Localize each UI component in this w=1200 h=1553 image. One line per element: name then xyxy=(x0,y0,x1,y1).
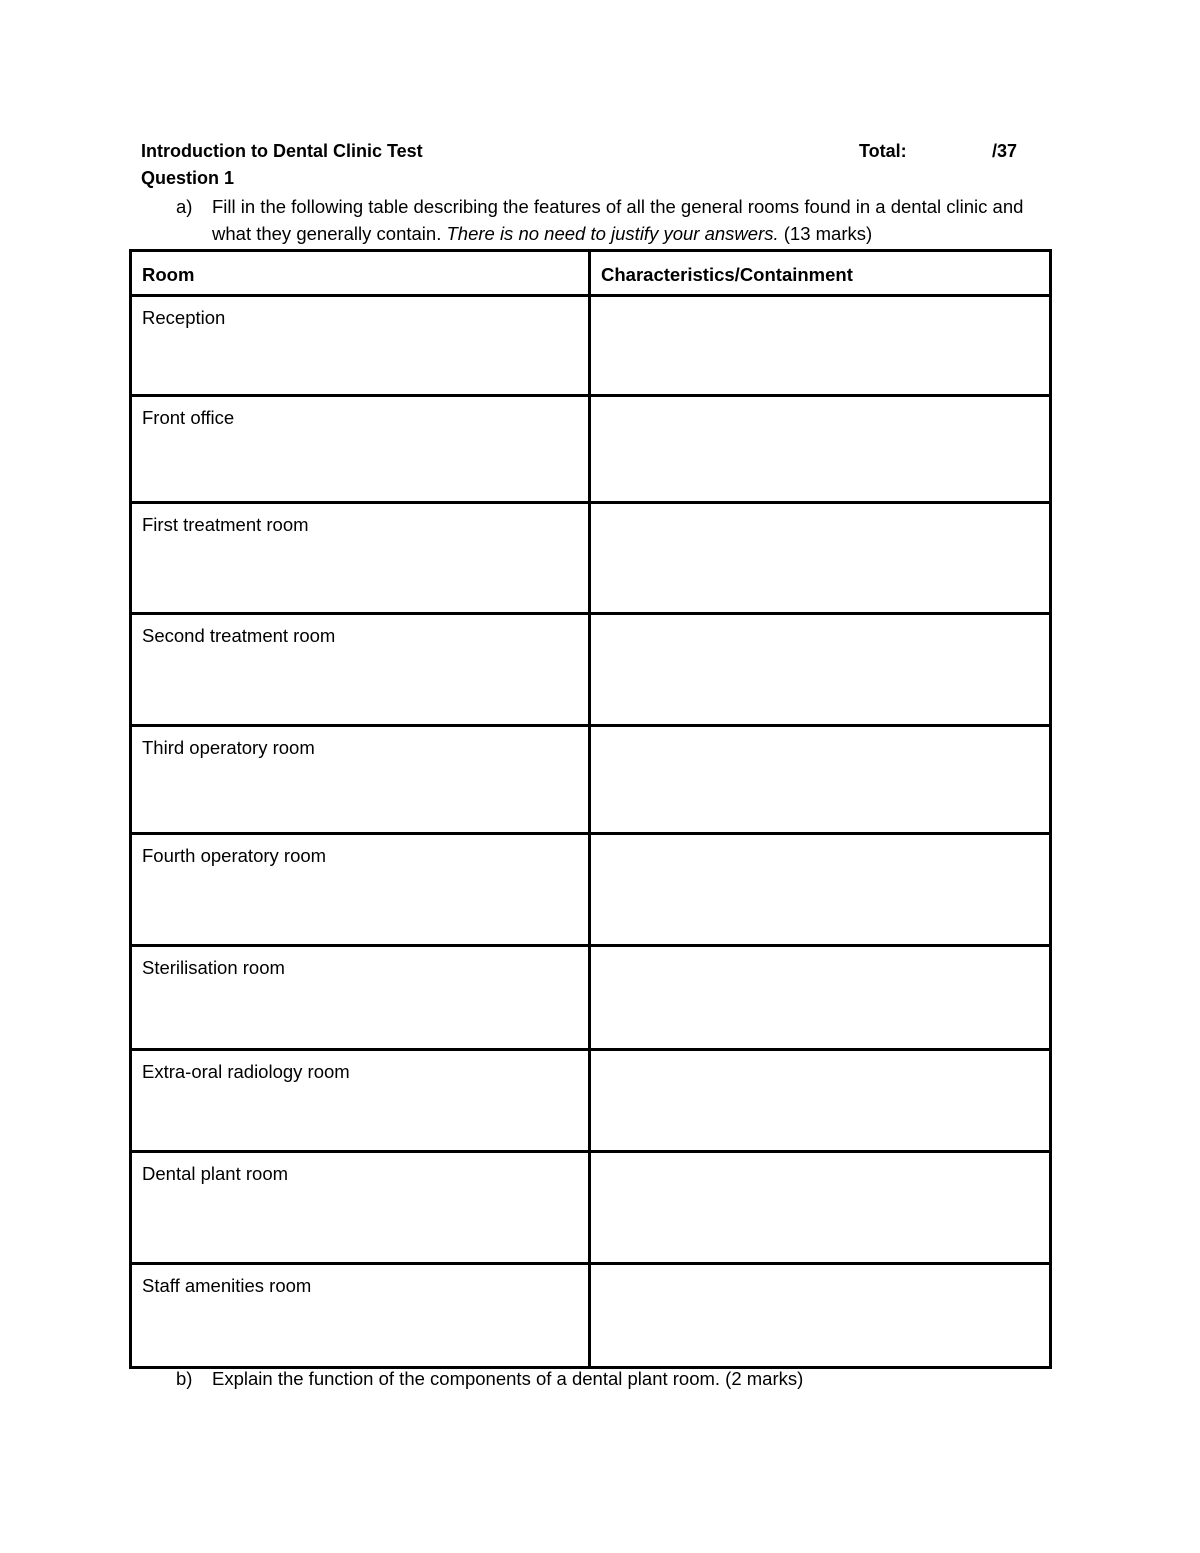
answer-cell[interactable] xyxy=(590,614,1051,726)
total-value: /37 xyxy=(992,141,1018,161)
table-row xyxy=(131,1050,1051,1152)
part-b-text: Explain the function of the components of a dental plant room. (2 marks) xyxy=(212,1368,804,1389)
answer-cell[interactable] xyxy=(590,726,1051,834)
total-label: Total: xyxy=(859,141,907,161)
room-name-cell: Staff amenities room xyxy=(131,1264,590,1368)
table-row xyxy=(131,1152,1051,1264)
part-a-text-plain: Fill in the following table describing the features of all the general rooms found in a dental clinic and what they generally contain. xyxy=(212,196,1024,244)
part-a-letter: a) xyxy=(176,196,193,217)
table-row xyxy=(131,1264,1051,1368)
room-name-cell: Third operatory room xyxy=(131,726,590,834)
table-row xyxy=(131,503,1051,614)
room-name-cell: First treatment room xyxy=(131,503,590,614)
table-row xyxy=(131,726,1051,834)
answer-cell[interactable] xyxy=(590,946,1051,1050)
header-characteristics: Characteristics/Containment xyxy=(590,251,1051,296)
answer-cell[interactable] xyxy=(590,834,1051,946)
table-header-row xyxy=(131,251,1051,296)
room-name-cell: Fourth operatory room xyxy=(131,834,590,946)
table-row xyxy=(131,946,1051,1050)
room-name-cell: Front office xyxy=(131,396,590,503)
room-name-cell: Second treatment room xyxy=(131,614,590,726)
rooms-table xyxy=(129,249,1052,1369)
answer-cell[interactable] xyxy=(590,503,1051,614)
room-name-cell: Reception xyxy=(131,296,590,396)
part-a-text xyxy=(212,193,1052,247)
table-row xyxy=(131,834,1051,946)
question-label: Question 1 xyxy=(141,168,235,188)
part-a-text-italic: There is no need to justify your answers. xyxy=(446,223,779,244)
part-b-letter: b) xyxy=(176,1368,193,1389)
room-name-cell: Extra-oral radiology room xyxy=(131,1050,590,1152)
room-name-cell: Dental plant room xyxy=(131,1152,590,1264)
answer-cell[interactable] xyxy=(590,1264,1051,1368)
room-name-cell: Sterilisation room xyxy=(131,946,590,1050)
document-title: Introduction to Dental Clinic Test xyxy=(141,141,423,161)
part-a-text-marks: (13 marks) xyxy=(778,223,873,244)
answer-cell[interactable] xyxy=(590,296,1051,396)
header-room: Room xyxy=(131,251,590,296)
answer-cell[interactable] xyxy=(590,1152,1051,1264)
table-row xyxy=(131,614,1051,726)
document-header xyxy=(141,141,1021,165)
table-row xyxy=(131,296,1051,396)
table-row xyxy=(131,396,1051,503)
answer-cell[interactable] xyxy=(590,1050,1051,1152)
answer-cell[interactable] xyxy=(590,396,1051,503)
